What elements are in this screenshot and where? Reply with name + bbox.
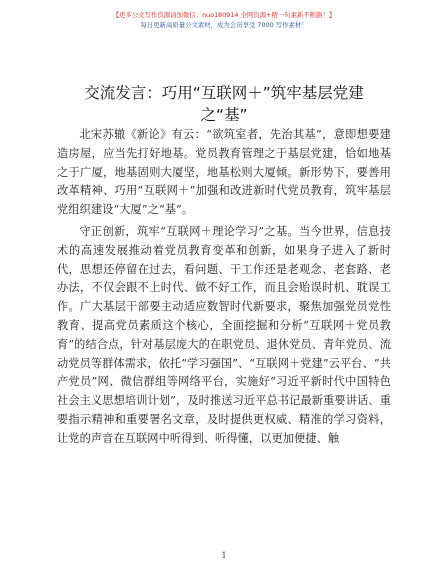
promo-banner-line-2: 每日更新高质量公文素材，成为会员享受 7000 写作素材！: [140, 21, 308, 29]
document-title-line-1: 交流发言：巧用“互联网＋”筑牢基层党建: [84, 84, 364, 102]
document-title-line-2: 之“基”: [200, 106, 248, 124]
page-number: 1: [221, 551, 227, 560]
body-paragraph-2: 守正创新，筑牢“互联网＋理论学习”之基。当今世界，信息技术的高速发展推动着党员教育变革和创新，如果身子进入了新时代，思想还停留在过去，看问题、干工作还是老观念、老套路、老办法，不仅会跟不上时代、做不好工作，而且会贻误时机、耽误工作。广大基层干部要主动适应数智时代新要求，聚焦加强党员党性教育、提高党员素质这个核心，全面挖掘和分析“互联网＋党员教育”的结合点，针对基层庞大的在职党员、退休党员、青年党员、流动党员等群体需求，依托“学习强国”、“互联网＋党建”云平台、“共产党员”网、微信群组等网络平台，实施好“习近平新时代中国特色社会主义思想培训计划”，及时推送习近平总书记最新重要讲话、重要指示精神和重要署名文章，及时提供更权威、精准的学习资料，让党的声音在互联网中听得到、听得懂，以更加便捷、触: [57, 224, 391, 445]
document-body: [57, 126, 391, 449]
promo-banner-line-1: 【更多公文写作资源请加微信：nuo180914 全网资源+精一句素新不断路！】: [112, 11, 336, 19]
document-title: [40, 82, 408, 126]
body-paragraph-1: 北宋苏辙《新论》有云：“欲筑室者，先治其基”，意即想要建造房屋，应当先打好地基。党员教育管理之于基层党建，恰如地基之于广厦，地基固则大厦坚，地基松则大厦倾。新形势下，要善用改革精神、巧用“互联网＋”加强和改进新时代党员教育，筑牢基层党组织建设“大厦”之“基”。: [57, 128, 391, 217]
